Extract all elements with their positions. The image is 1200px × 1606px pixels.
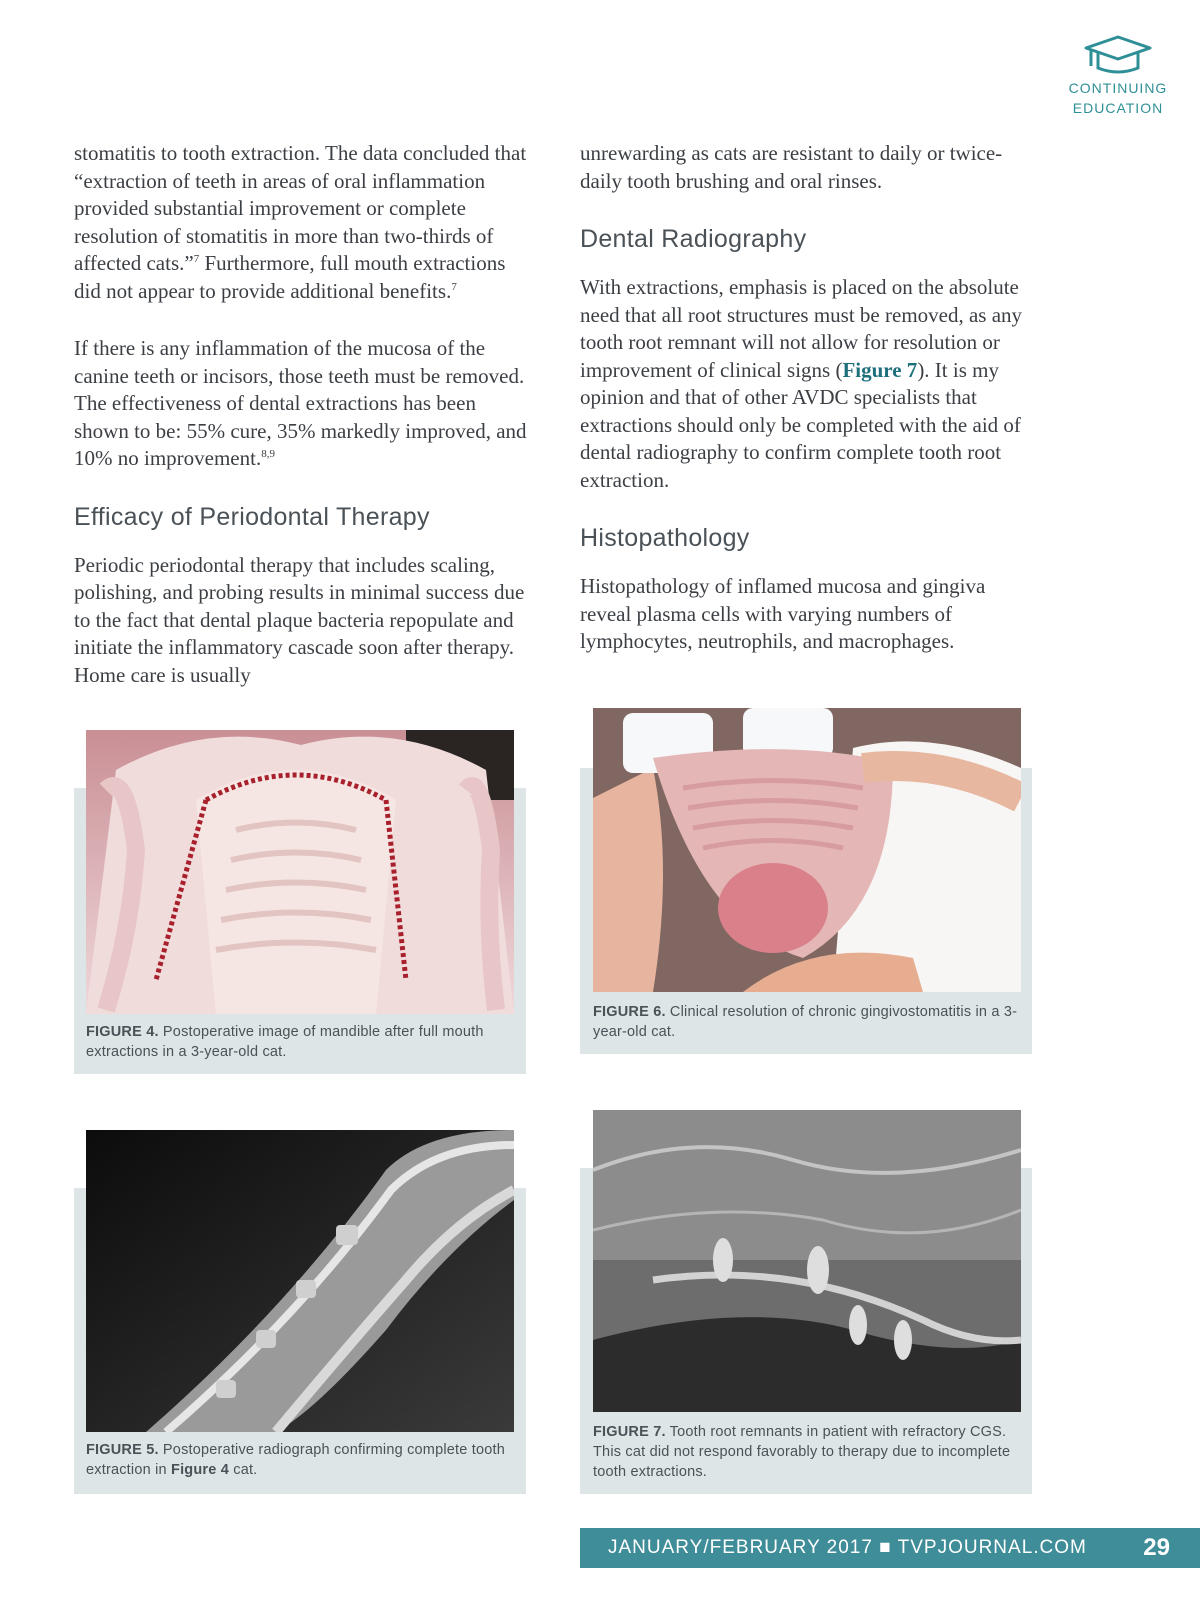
figure-7-image (593, 1110, 1021, 1412)
figure-4-image (86, 730, 514, 1014)
continuing-education-badge (1058, 34, 1178, 116)
heading-dental-radiography: Dental Radiography (580, 225, 807, 253)
figure-4-caption: FIGURE 4. Postoperative image of mandible after full mouth extractions in a 3-year-old cat. (86, 1024, 484, 1060)
paragraph-unrewarding: unrewarding as cats are resistant to daily or twice-daily tooth brushing and oral rinses. (580, 141, 1003, 193)
figure-7-caption: FIGURE 7. Tooth root remnants in patient with refractory CGS. This cat did not respond favorably to therapy due to incomplete tooth extractions. (593, 1424, 1011, 1480)
paragraph-histopathology: Histopathology of inflamed mucosa and gingiva reveal plasma cells with varying numbers of lymphocytes, neutrophils, and macrophages. (580, 574, 986, 653)
graduation-cap-icon (1083, 34, 1153, 76)
left-text-column (74, 140, 534, 719)
badge-line-1: CONTINUING (1068, 80, 1168, 96)
figure-6-caption: FIGURE 6. Clinical resolution of chronic gingivostomatitis in a 3-year-old cat. (593, 1004, 1018, 1040)
right-text-column (580, 140, 1040, 686)
page-footer (580, 1528, 1200, 1568)
heading-efficacy: Efficacy of Periodontal Therapy (74, 502, 430, 531)
paragraph-extractions: With extractions, emphasis is placed on the absolute need that all root structures must be removed, as any tooth root remnant will not allow for resolution or improvement of clinical signs (Figure 7). It is my opinion and that of other AVDC specialists that extractions should only be completed with the aid of dental radiography to confirm complete tooth root extraction. (580, 275, 1023, 492)
paragraph-periodontal: Periodic periodontal therapy that includes scaling, polishing, and probing results in minimal success due to the fact that dental plaque bacteria repopulate and initiate the inflammatory cascade soon after therapy. Home care is usually (74, 552, 525, 687)
heading-histopathology: Histopathology (580, 524, 750, 552)
figure-5-caption: FIGURE 5. Postoperative radiograph confirming complete tooth extraction in Figure 4 cat. (86, 1442, 506, 1478)
figure-6-image (593, 708, 1021, 992)
footer-issue-text: JANUARY/FEBRUARY 2017 ■ TVPJOURNAL.COM (608, 1537, 1087, 1558)
figure-4-reference: Figure 4 (171, 1462, 230, 1478)
figure-7-link[interactable]: Figure 7 (842, 357, 918, 382)
badge-line-2: EDUCATION (1072, 100, 1164, 116)
paragraph-stomatitis: stomatitis to tooth extraction. The data concluded that “extraction of teeth in areas of oral inflammation provided substantial improvement or complete resolution of stomatitis in more than two-thirds of affected cats.”$^7$ Furthermore, full mouth extractions did not appear to provide additional benefits.$^7$ (74, 141, 527, 303)
page-number: 29 (1143, 1534, 1170, 1561)
paragraph-inflammation: If there is any inflammation of the mucosa of the canine teeth or incisors, those teeth must be removed. The effectiveness of dental extractions has been shown to be: 55% cure, 35% markedly improved, and 10% no improvement.$^{8,9}$ (74, 336, 527, 470)
figure-5-image (86, 1130, 514, 1432)
